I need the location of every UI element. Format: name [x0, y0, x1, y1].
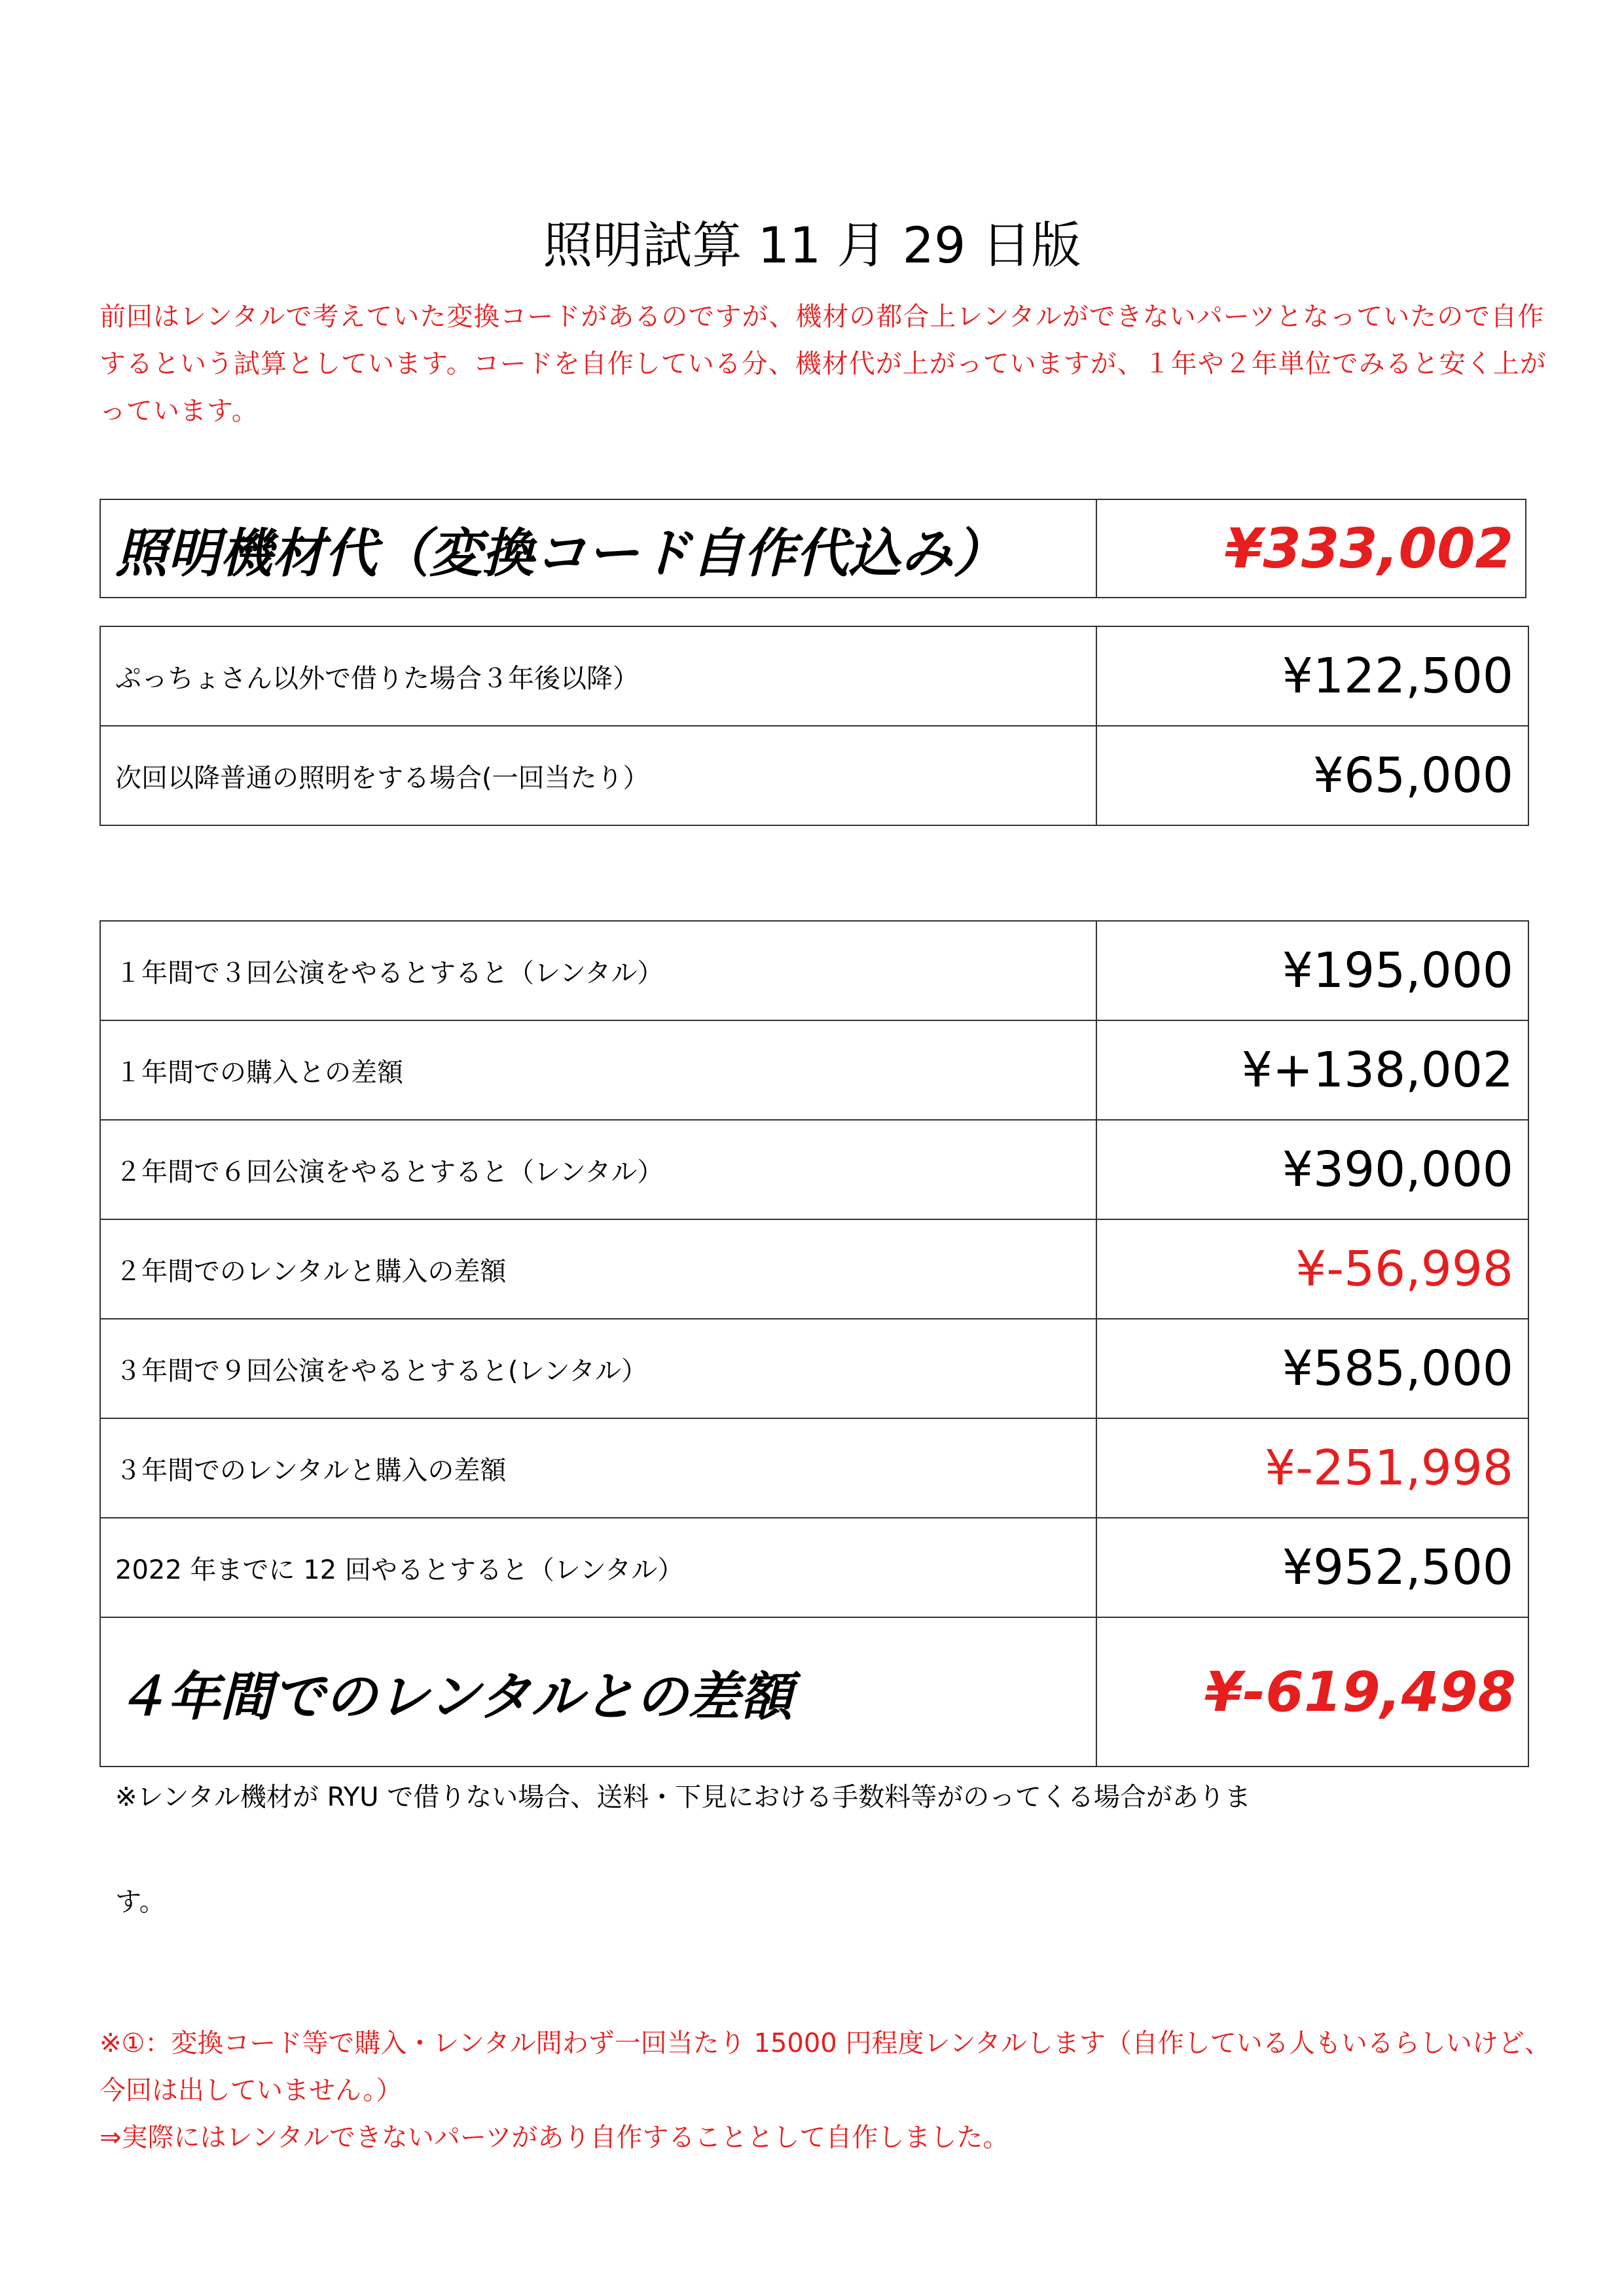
- comparison-label: １年間での購入との差額: [100, 1020, 1096, 1120]
- equipment-cost-table: [99, 499, 1526, 598]
- table-row: [100, 626, 1528, 726]
- comparison-value: ¥952,500: [1096, 1518, 1528, 1617]
- table-row: [100, 1020, 1528, 1120]
- footnote-line: ※①：変換コード等で購入・レンタル問わず一回当たり 15000 円程度レンタルします（自作している人もいるらしいけど、今回は出していません。）: [99, 2028, 1551, 2106]
- comparison-value: ¥195,000: [1096, 921, 1528, 1020]
- comparison-value: ¥+138,002: [1096, 1020, 1528, 1120]
- equipment-cost-value: ¥333,002: [1096, 499, 1526, 598]
- rate-value: ¥65,000: [1096, 726, 1528, 825]
- comparison-value: ¥585,000: [1096, 1319, 1528, 1418]
- final-difference-label: ４年間でのレンタルとの差額: [100, 1617, 1096, 1767]
- comparison-value: ¥-251,998: [1096, 1418, 1528, 1518]
- equipment-cost-label: 照明機材代（変換コード自作代込み）: [100, 499, 1096, 598]
- comparison-label: ２年間で６回公演をやるとすると（レンタル）: [100, 1120, 1096, 1219]
- comparison-label: １年間で３回公演をやるとすると（レンタル）: [100, 921, 1096, 1020]
- comparison-label: ３年間で９回公演をやるとすると(レンタル）: [100, 1319, 1096, 1418]
- rental-rate-table: [99, 626, 1529, 826]
- table-row: [100, 921, 1528, 1020]
- rate-value: ¥122,500: [1096, 626, 1528, 726]
- rate-label: 次回以降普通の照明をする場合(一回当たり）: [100, 726, 1096, 825]
- table-row: [100, 1319, 1528, 1418]
- comparison-label: ３年間でのレンタルと購入の差額: [100, 1418, 1096, 1518]
- footnote: [99, 2020, 1572, 2161]
- table-row: [100, 1518, 1528, 1617]
- equipment-cost-row: [100, 499, 1526, 598]
- intro-paragraph: 前回はレンタルで考えていた変換コードがあるのですが、機材の都合上レンタルができないパーツとなっていたので自作するという試算としています。コードを自作している分、機材代が上がっていますが、１年や２年単位でみると安く上がっています。: [99, 302, 1547, 426]
- table-row: [100, 1219, 1528, 1319]
- footnote-line: ⇒実際にはレンタルできないパーツがあり自作することとして自作しました。: [99, 2123, 1009, 2153]
- note-line: す。: [115, 1887, 166, 1917]
- comparison-table: [99, 920, 1529, 1767]
- page-title: 照明試算 11 月 29 日版: [543, 216, 1081, 274]
- note-line: ※レンタル機材が RYU で借りない場合、送料・下見における手数料等がのってくる場合がありま: [115, 1782, 1251, 1812]
- table-row: [100, 1418, 1528, 1518]
- comparison-value: ¥-56,998: [1096, 1219, 1528, 1319]
- comparison-label: 2022 年までに 12 回やるとすると（レンタル）: [100, 1518, 1096, 1617]
- final-difference-row: [100, 1617, 1528, 1767]
- rate-label: ぷっちょさん以外で借りた場合３年後以降）: [100, 626, 1096, 726]
- table-row: [100, 1120, 1528, 1219]
- table-row: [100, 726, 1528, 825]
- comparison-label: ２年間でのレンタルと購入の差額: [100, 1219, 1096, 1319]
- final-difference-value: ¥-619,498: [1096, 1617, 1528, 1767]
- comparison-value: ¥390,000: [1096, 1120, 1528, 1219]
